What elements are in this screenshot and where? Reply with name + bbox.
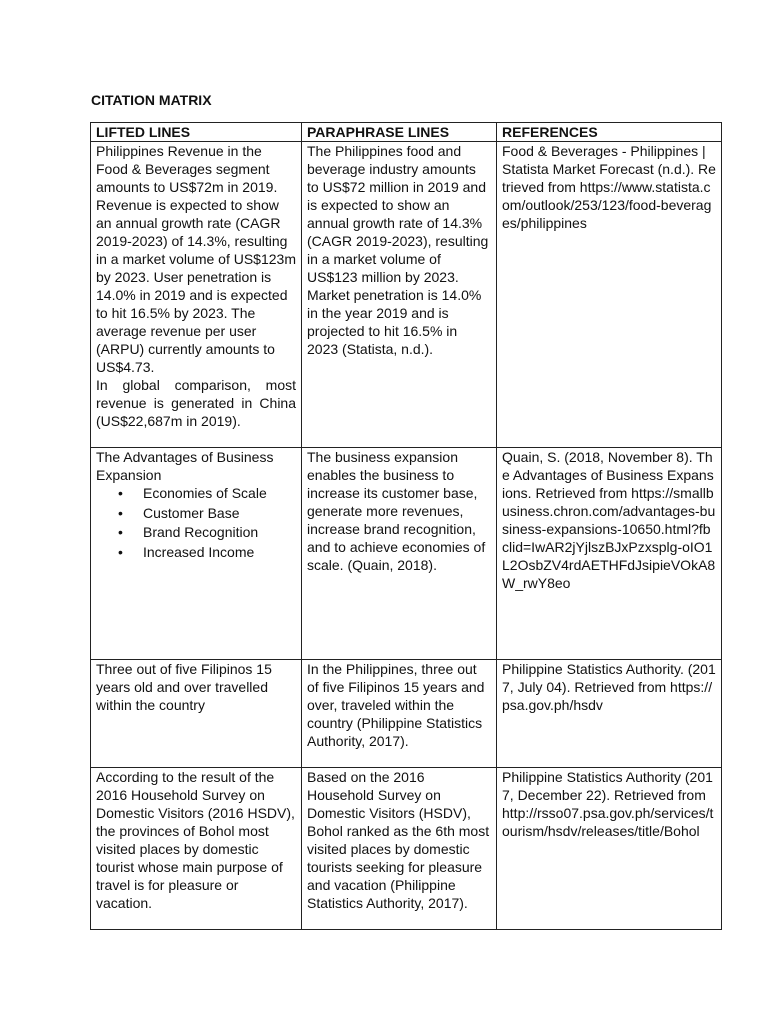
header-references: REFERENCES: [497, 123, 722, 142]
paraphrase-cell: In the Philippines, three out of five Filipinos 15 years and over, traveled within the country (Philippine Statistics Authority, 2017).: [302, 660, 497, 768]
reference-cell: Philippine Statistics Authority (2017, December 22). Retrieved from http://rsso07.psa.gov.ph/services/tourism/hsdv/releases/title/Bohol: [497, 768, 722, 930]
lifted-cell: Three out of five Filipinos 15 years old and over travelled within the country: [91, 660, 302, 768]
table-header-row: [91, 123, 722, 142]
paraphrase-cell: Based on the 2016 Household Survey on Domestic Visitors (HSDV), Bohol ranked as the 6th most visited places by domestic tourists seeking for pleasure and vacation (Philippine Statistics Authority, 2017).: [302, 768, 497, 930]
reference-cell: Food & Beverages - Philippines | Statista Market Forecast (n.d.). Retrieved from https://www.statista.com/outlook/253/123/food-beverages/philippines: [497, 142, 722, 448]
lifted-text: Philippines Revenue in the Food & Beverages segment amounts to US$72m in 2019. Revenue is expected to show an annual growth rate (CAGR 2019-2023) of 14.3%, resulting in a market volume of US$123m by 2023. User penetration is 14.0% in 2019 and is expected to hit 16.5% by 2023. The average revenue per user (ARPU) currently amounts to US$4.73.: [96, 143, 296, 375]
header-paraphrase-lines: PARAPHRASE LINES: [302, 123, 497, 142]
paraphrase-cell: The Philippines food and beverage industry amounts to US$72 million in 2019 and is expected to show an annual growth rate of 14.3% (CAGR 2019-2023), resulting in a market volume of US$123 million by 2023. Market penetration is 14.0% in the year 2019 and is projected to hit 16.5% in 2023 (Statista, n.d.).: [302, 142, 497, 448]
reference-cell: Philippine Statistics Authority. (2017, July 04). Retrieved from https://psa.gov.ph/hsdv: [497, 660, 722, 768]
reference-cell: Quain, S. (2018, November 8). The Advantages of Business Expansions. Retrieved from https://smallbusiness.chron.com/advantages-business-expansions-10650.html?fbclid=IwAR2jYjlszBJxPzxsplg-oIO1L2OsbZV4rdAETHFdJsipieVOkA8W_rwY8eo: [497, 448, 722, 660]
table-row: [91, 142, 722, 448]
document-title: CITATION MATRIX: [91, 92, 212, 108]
table-row: [91, 768, 722, 930]
paraphrase-cell: The business expansion enables the business to increase its customer base, generate more revenues, increase brand recognition, and to achieve economies of scale. (Quain, 2018).: [302, 448, 497, 660]
table-row: [91, 660, 722, 768]
list-item: • Economies of Scale: [143, 484, 296, 504]
list-item: • Increased Income: [143, 543, 296, 563]
lifted-cell: [91, 142, 302, 448]
lifted-cell: According to the result of the 2016 Household Survey on Domestic Visitors (2016 HSDV), the provinces of Bohol most visited places by domestic tourist whose main purpose of travel is for pleasure or vacation.: [91, 768, 302, 930]
table-row: [91, 448, 722, 660]
lifted-cell: [91, 448, 302, 660]
lifted-text-extra: In global comparison, most revenue is generated in China (US$22,687m in 2019).: [96, 377, 296, 429]
lifted-text: The Advantages of Business Expansion: [96, 449, 274, 483]
citation-matrix-table: [90, 122, 722, 930]
list-item: • Customer Base: [143, 504, 296, 524]
list-item: • Brand Recognition: [143, 523, 296, 543]
header-lifted-lines: LIFTED LINES: [91, 123, 302, 142]
bullet-list: [96, 484, 296, 562]
